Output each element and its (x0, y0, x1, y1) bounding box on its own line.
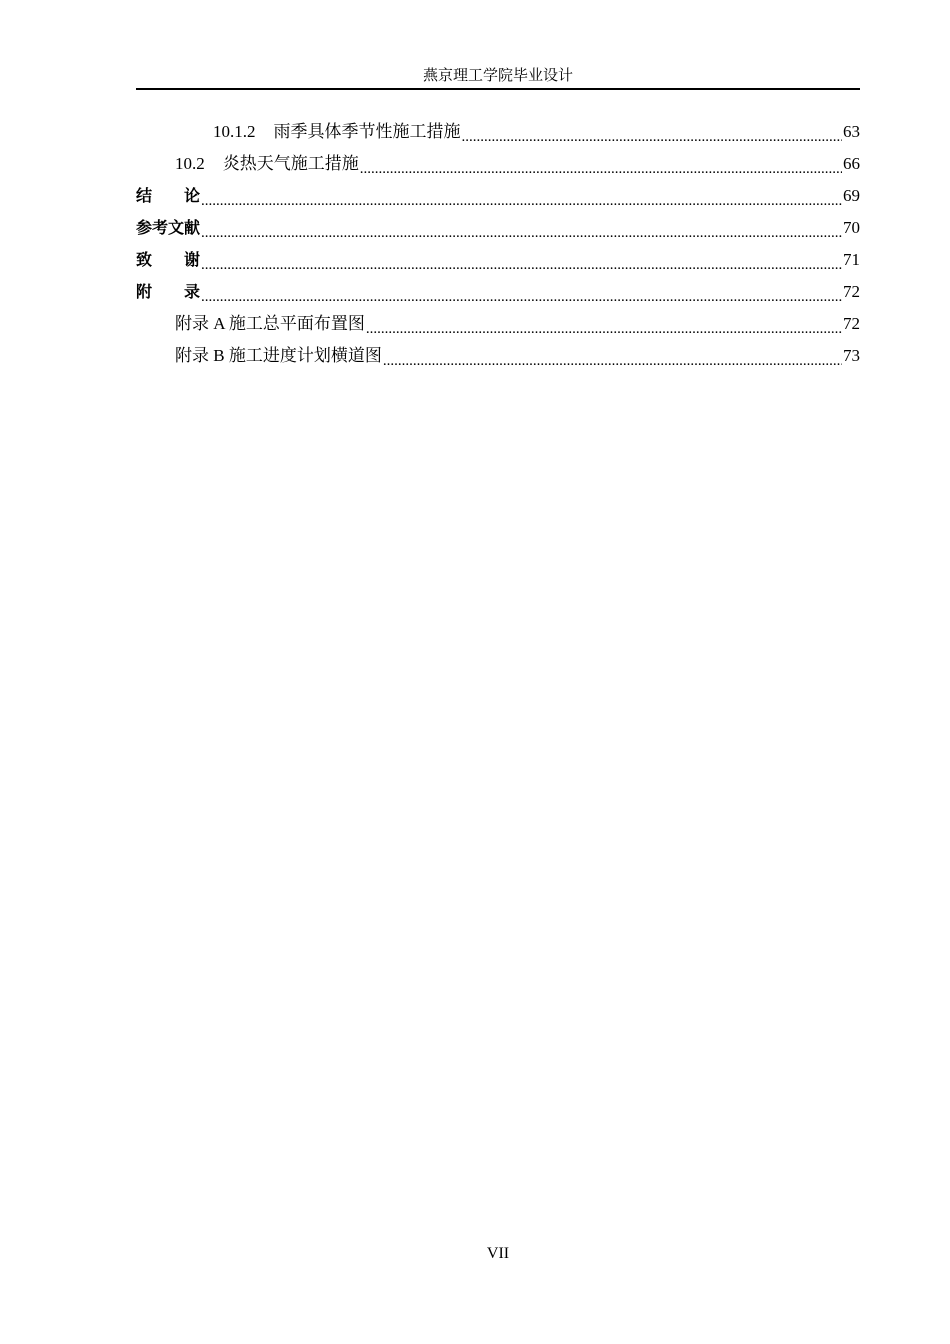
toc-entry[interactable] (136, 308, 860, 340)
toc-entry-number: 10.2 (175, 154, 205, 173)
toc-entry-title: 雨季具体季节性施工措施 (273, 122, 461, 141)
toc-entry-page: 71 (843, 250, 860, 269)
toc-entry-title: 致 谢 (136, 250, 201, 269)
page-header: 燕京理工学院毕业设计 (422, 68, 573, 84)
toc-dot-leader (201, 280, 842, 313)
toc-dot-leader (383, 344, 842, 377)
toc-entry-page: 63 (843, 122, 860, 141)
toc-entry-title: 参考文献 (136, 218, 201, 237)
toc-entry-page: 72 (843, 282, 860, 301)
toc-entry-page: 70 (843, 218, 860, 237)
toc-entry-page: 69 (843, 186, 860, 205)
toc-entry-title: 附录 A 施工总平面布置图 (175, 314, 365, 333)
toc-entry[interactable] (136, 180, 860, 212)
toc-entry-label (213, 116, 461, 148)
toc-dot-leader (366, 312, 842, 345)
header-rule (136, 88, 860, 90)
toc-entry[interactable] (136, 244, 860, 276)
toc-entry-page: 66 (843, 154, 860, 173)
toc-dot-leader (201, 248, 842, 281)
toc-entry[interactable] (136, 148, 860, 180)
toc-entry-page: 72 (843, 314, 860, 333)
toc-dot-leader (201, 184, 842, 217)
toc-entry-title: 附录 B 施工进度计划横道图 (175, 346, 382, 365)
toc-dot-leader (201, 216, 842, 249)
toc-entry-number: 10.1.2 (213, 122, 256, 141)
toc-entry-label (175, 148, 359, 180)
toc-entry-title: 附 录 (136, 282, 201, 301)
table-of-contents (136, 116, 860, 372)
toc-dot-leader (360, 152, 842, 185)
toc-entry[interactable] (136, 212, 860, 244)
toc-entry-title: 结 论 (136, 186, 201, 205)
toc-entry-page: 73 (843, 346, 860, 365)
page-number: VII (486, 1245, 510, 1262)
toc-entry[interactable] (136, 340, 860, 372)
toc-entry[interactable] (136, 276, 860, 308)
toc-entry-title: 炎热天气施工措施 (222, 154, 359, 173)
toc-dot-leader (462, 120, 843, 153)
toc-entry[interactable] (136, 116, 860, 148)
